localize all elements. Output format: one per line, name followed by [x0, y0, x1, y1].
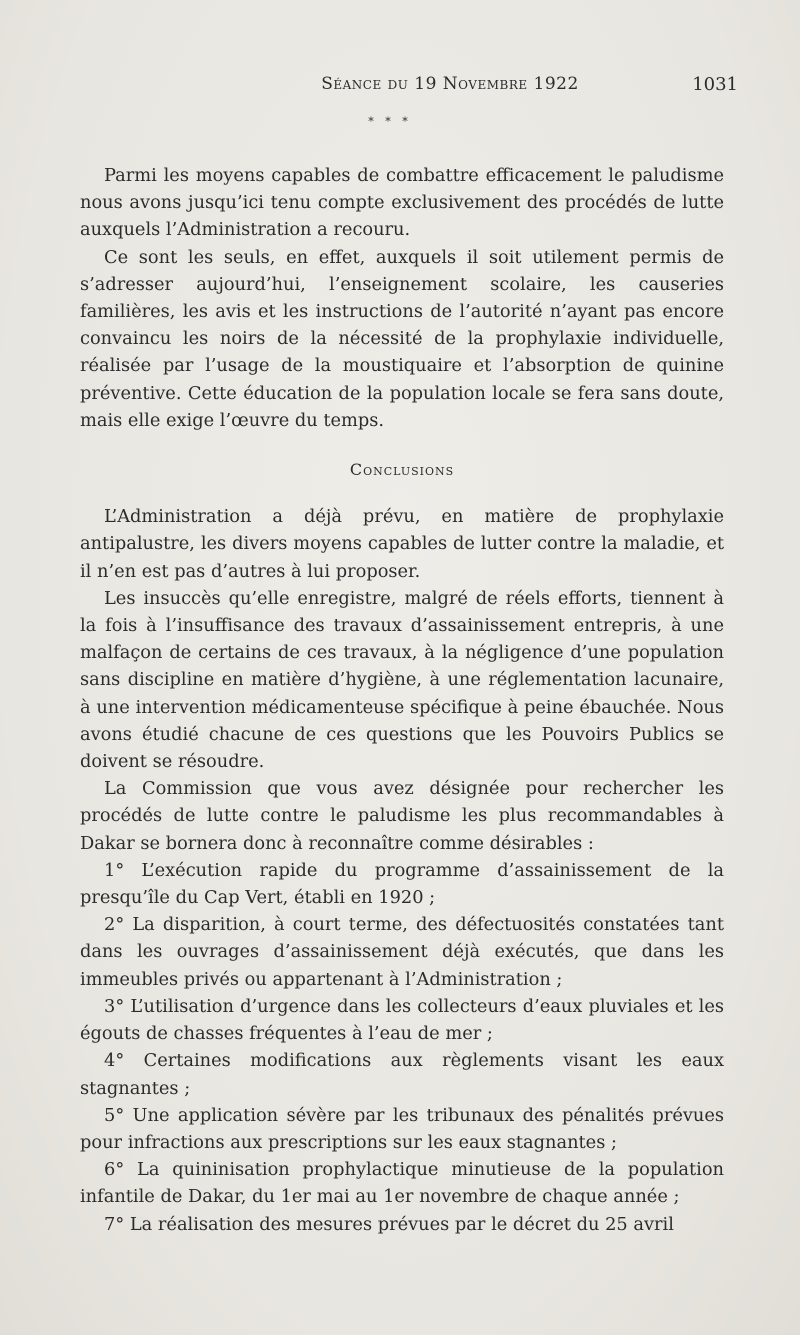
list-item-3: 3° L’utilisation d’urgence dans les collecteurs d’eaux pluviales et les égouts de chasses fréquentes à l’eau de mer ;: [80, 995, 724, 1045]
paragraph-1: Parmi les moyens capables de combattre efficacement le paludisme nous avons jusqu’ici tenu compte exclusivement des procédés de lutte auxquels l’Administration a recouru.: [80, 165, 724, 241]
list-item-5: 5° Une application sévère par les tribunaux des pénalités prévues pour infractions aux prescriptions sur les eaux stagnantes ;: [80, 1104, 724, 1153]
list-item-6: 6° La quininisation prophylactique minutieuse de la population infantile de Dakar, du 1er mai au 1er novembre de chaque année ;: [80, 1159, 724, 1208]
asterism-ornament: * * *: [368, 115, 412, 128]
list-item-4: 4° Certaines modifications aux règlements visant les eaux stagnantes ;: [80, 1050, 724, 1099]
running-head: Séance du 19 Novembre 1922: [321, 74, 579, 94]
body-text: [80, 162, 724, 1238]
list-item-2: 2° La disparition, à court terme, des défectuosités constatées tant dans les ouvrages d’assainissement déjà exécutés, que dans les immeubles privés ou appartenant à l’Administration ;: [80, 914, 724, 990]
paragraph-4: Les insuccès qu’elle enregistre, malgré de réels efforts, tiennent à la fois à l’insuffisance des travaux d’assainissement entrepris, à une malfaçon de certains de ces travaux, à la négligence d’une population sans discipline en matière d’hygiène, à une réglementation lacunaire, à une intervention médicamenteuse spécifique à peine ébauchée. Nous avons étudié chacune de ces questions que les Pouvoirs Publics se doivent se résoudre.: [80, 587, 724, 773]
section-heading-conclusions: Conclusions: [349, 460, 455, 480]
list-item-7: 7° La réalisation des mesures prévues par le décret du 25 avril: [104, 1213, 674, 1235]
page-header: [80, 74, 740, 102]
paragraph-2: Ce sont les seuls, en effet, auxquels il soit utilement permis de s’adresser aujourd’hui, l’enseignement scolaire, les causeries familières, les avis et les instructions de l’autorité n’ayant pas encore convaincu les noirs de la nécessité de la prophylaxie individuelle, réalisée par l’usage de la moustiquaire et l’absorption de quinine préventive. Cette éducation de la population locale se fera sans doute, mais elle exige l’œuvre du temps.: [80, 246, 724, 431]
list-item-1: 1° L’exécution rapide du programme d’assainissement de la presqu’île du Cap Vert, établi en 1920 ;: [80, 859, 724, 909]
paragraph-5: La Commission que vous avez désignée pour rechercher les procédés de lutte contre le paludisme les plus recommandables à Dakar se bornera donc à reconnaître comme désirables :: [80, 778, 724, 854]
page-number: 1031: [692, 74, 738, 95]
paragraph-3: L’Administration a déjà prévu, en matière de prophylaxie antipalustre, les divers moyens capables de lutter contre la maladie, et il n’en est pas d’autres à lui proposer.: [80, 506, 724, 582]
